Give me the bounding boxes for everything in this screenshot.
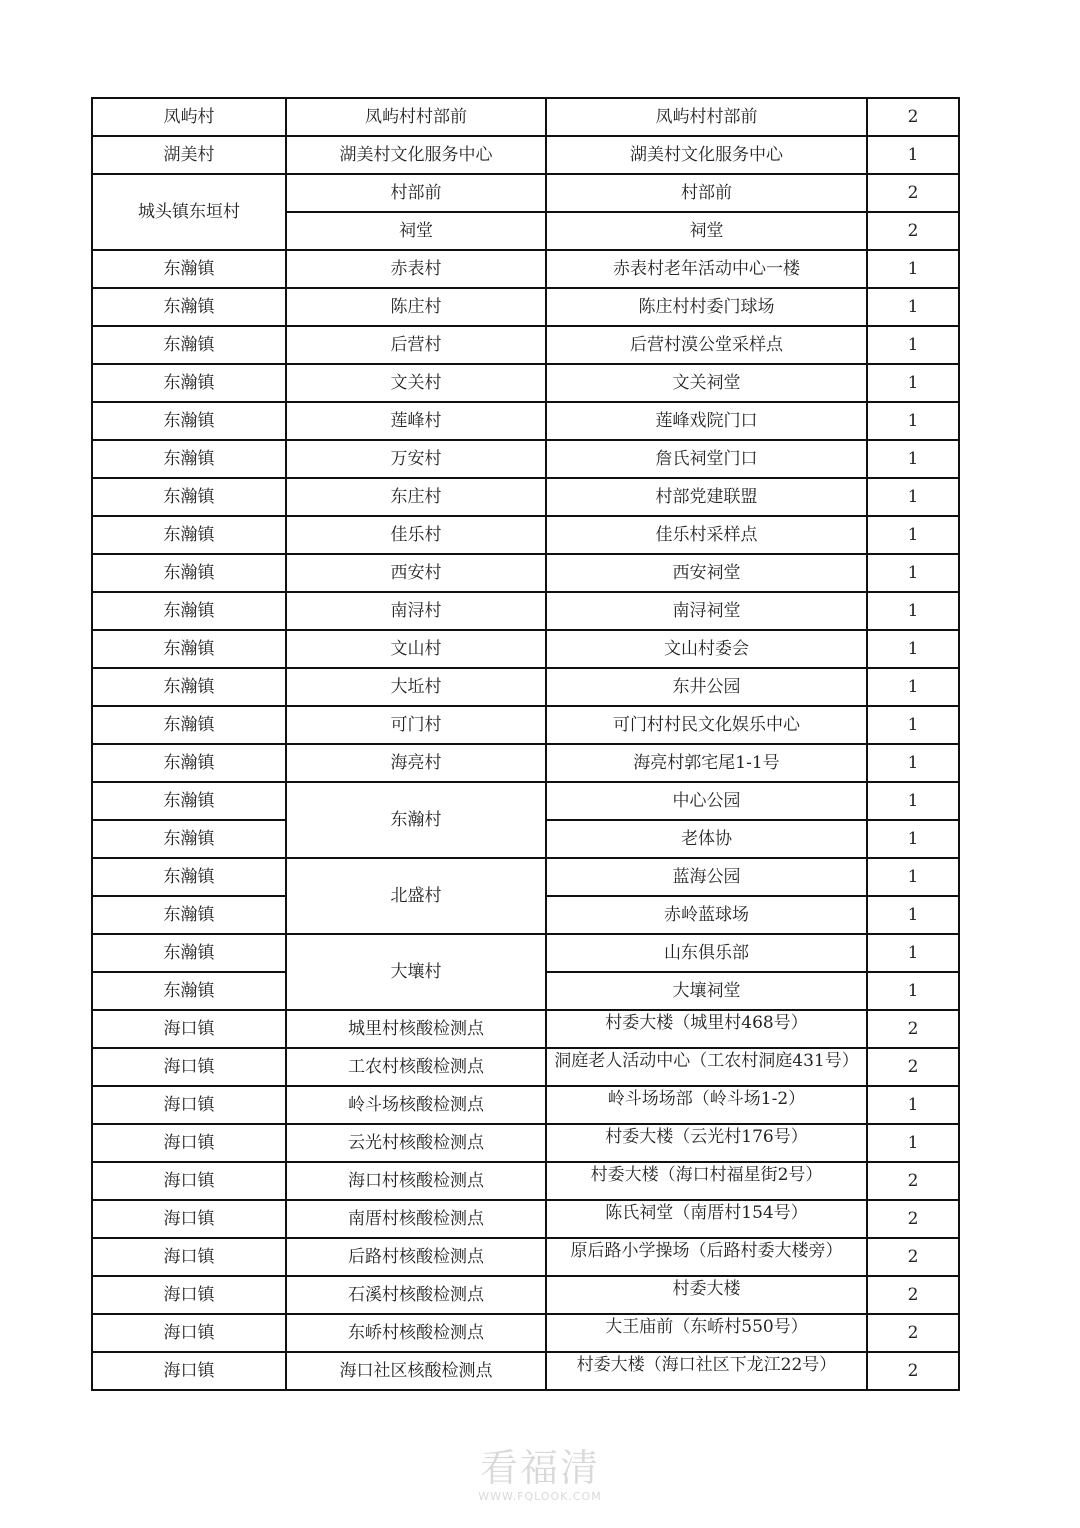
- site-cell: 东井公园: [546, 668, 867, 706]
- site-cell: 原后路小学操场（后路村委大楼旁）: [546, 1238, 867, 1276]
- table-row: [92, 288, 959, 326]
- count-cell: 1: [867, 972, 959, 1010]
- watermark: [470, 1446, 610, 1504]
- town-cell: 东瀚镇: [92, 630, 286, 668]
- village-cell: 石溪村核酸检测点: [286, 1276, 546, 1314]
- table-row: [92, 136, 959, 174]
- count-cell: 1: [867, 896, 959, 934]
- site-cell: 山东俱乐部: [546, 934, 867, 972]
- site-cell: 莲峰戏院门口: [546, 402, 867, 440]
- table-row: [92, 402, 959, 440]
- site-cell: 中心公园: [546, 782, 867, 820]
- count-cell: 2: [867, 1352, 959, 1390]
- village-cell: 后路村核酸检测点: [286, 1238, 546, 1276]
- town-cell: 海口镇: [92, 1010, 286, 1048]
- town-cell: 海口镇: [92, 1124, 286, 1162]
- village-cell: 万安村: [286, 440, 546, 478]
- site-cell: 凤屿村村部前: [546, 98, 867, 136]
- site-cell: 祠堂: [546, 212, 867, 250]
- village-cell: 湖美村文化服务中心: [286, 136, 546, 174]
- town-cell: 东瀚镇: [92, 592, 286, 630]
- count-cell: 2: [867, 1238, 959, 1276]
- site-cell: 文关祠堂: [546, 364, 867, 402]
- site-cell: 陈氏祠堂（南厝村154号）: [546, 1200, 867, 1238]
- village-cell: 大壤村: [286, 934, 546, 1010]
- count-cell: 1: [867, 1086, 959, 1124]
- town-cell: 东瀚镇: [92, 782, 286, 820]
- village-cell: 佳乐村: [286, 516, 546, 554]
- town-cell: 东瀚镇: [92, 440, 286, 478]
- site-cell: 佳乐村采样点: [546, 516, 867, 554]
- count-cell: 2: [867, 98, 959, 136]
- town-cell: 海口镇: [92, 1200, 286, 1238]
- sampling-sites-table: [91, 97, 960, 1391]
- town-cell: 东瀚镇: [92, 250, 286, 288]
- table-row: [92, 1314, 959, 1352]
- village-cell: 南厝村核酸检测点: [286, 1200, 546, 1238]
- table-row: [92, 706, 959, 744]
- count-cell: 2: [867, 174, 959, 212]
- town-cell: 东瀚镇: [92, 934, 286, 972]
- table-row: [92, 630, 959, 668]
- village-cell: 凤屿村村部前: [286, 98, 546, 136]
- town-cell: 东瀚镇: [92, 364, 286, 402]
- village-cell: 莲峰村: [286, 402, 546, 440]
- count-cell: 2: [867, 1162, 959, 1200]
- site-cell: 詹氏祠堂门口: [546, 440, 867, 478]
- site-cell: 老体协: [546, 820, 867, 858]
- site-cell: 西安祠堂: [546, 554, 867, 592]
- village-cell: 祠堂: [286, 212, 546, 250]
- count-cell: 1: [867, 402, 959, 440]
- count-cell: 1: [867, 250, 959, 288]
- count-cell: 1: [867, 516, 959, 554]
- town-cell: 海口镇: [92, 1276, 286, 1314]
- village-cell: 东瀚村: [286, 782, 546, 858]
- table-row: [92, 554, 959, 592]
- site-cell: 文山村委会: [546, 630, 867, 668]
- town-cell: 东瀚镇: [92, 402, 286, 440]
- village-cell: 村部前: [286, 174, 546, 212]
- count-cell: 1: [867, 782, 959, 820]
- count-cell: 1: [867, 744, 959, 782]
- site-cell: 村部党建联盟: [546, 478, 867, 516]
- town-cell: 东瀚镇: [92, 896, 286, 934]
- village-cell: 海口村核酸检测点: [286, 1162, 546, 1200]
- watermark-logo-text: 看福清: [479, 1446, 600, 1490]
- count-cell: 1: [867, 326, 959, 364]
- village-cell: 北盛村: [286, 858, 546, 934]
- site-cell: 蓝海公园: [546, 858, 867, 896]
- village-cell: 东峤村核酸检测点: [286, 1314, 546, 1352]
- town-cell: 东瀚镇: [92, 288, 286, 326]
- town-cell: 海口镇: [92, 1162, 286, 1200]
- site-cell: 大壤祠堂: [546, 972, 867, 1010]
- site-cell: 洞庭老人活动中心（工农村洞庭431号）: [546, 1048, 867, 1086]
- town-cell: 湖美村: [92, 136, 286, 174]
- count-cell: 1: [867, 706, 959, 744]
- village-cell: 后营村: [286, 326, 546, 364]
- table-row: [92, 1162, 959, 1200]
- table-row: [92, 1238, 959, 1276]
- village-cell: 岭斗场核酸检测点: [286, 1086, 546, 1124]
- count-cell: 1: [867, 478, 959, 516]
- count-cell: 1: [867, 858, 959, 896]
- village-cell: 文山村: [286, 630, 546, 668]
- table-row: [92, 934, 959, 972]
- table-row: [92, 744, 959, 782]
- count-cell: 1: [867, 820, 959, 858]
- village-cell: 云光村核酸检测点: [286, 1124, 546, 1162]
- town-cell: 凤屿村: [92, 98, 286, 136]
- site-cell: 村委大楼（海口社区下龙江22号）: [546, 1352, 867, 1390]
- town-cell: 海口镇: [92, 1048, 286, 1086]
- table-row: [92, 1086, 959, 1124]
- count-cell: 2: [867, 212, 959, 250]
- site-cell: 大王庙前（东峤村550号）: [546, 1314, 867, 1352]
- table-row: [92, 1010, 959, 1048]
- site-cell: 岭斗场场部（岭斗场1-2）: [546, 1086, 867, 1124]
- site-cell: 村委大楼: [546, 1276, 867, 1314]
- count-cell: 1: [867, 288, 959, 326]
- count-cell: 1: [867, 630, 959, 668]
- village-cell: 可门村: [286, 706, 546, 744]
- table-row: [92, 1124, 959, 1162]
- town-cell: 东瀚镇: [92, 706, 286, 744]
- watermark-url: WWW.FQLOOK.COM: [478, 1490, 602, 1503]
- count-cell: 1: [867, 668, 959, 706]
- table-row: [92, 1048, 959, 1086]
- town-cell: 东瀚镇: [92, 478, 286, 516]
- town-cell: 东瀚镇: [92, 820, 286, 858]
- town-cell: 东瀚镇: [92, 668, 286, 706]
- count-cell: 2: [867, 1048, 959, 1086]
- village-cell: 海亮村: [286, 744, 546, 782]
- site-cell: 湖美村文化服务中心: [546, 136, 867, 174]
- count-cell: 2: [867, 1276, 959, 1314]
- table-row: [92, 1200, 959, 1238]
- town-cell: 海口镇: [92, 1314, 286, 1352]
- site-cell: 村委大楼（城里村468号）: [546, 1010, 867, 1048]
- site-cell: 海亮村郭宅尾1-1号: [546, 744, 867, 782]
- village-cell: 赤表村: [286, 250, 546, 288]
- town-cell: 东瀚镇: [92, 744, 286, 782]
- village-cell: 陈庄村: [286, 288, 546, 326]
- site-cell: 后营村漠公堂采样点: [546, 326, 867, 364]
- count-cell: 1: [867, 554, 959, 592]
- site-cell: 可门村村民文化娱乐中心: [546, 706, 867, 744]
- count-cell: 2: [867, 1200, 959, 1238]
- count-cell: 1: [867, 136, 959, 174]
- village-cell: 大坵村: [286, 668, 546, 706]
- table-row: [92, 326, 959, 364]
- table-body: [92, 98, 959, 1390]
- table-row: [92, 592, 959, 630]
- town-cell: 海口镇: [92, 1238, 286, 1276]
- table-row: [92, 174, 959, 212]
- table-row: [92, 1276, 959, 1314]
- village-cell: 城里村核酸检测点: [286, 1010, 546, 1048]
- town-cell: 东瀚镇: [92, 326, 286, 364]
- table-row: [92, 782, 959, 820]
- site-cell: 赤表村老年活动中心一楼: [546, 250, 867, 288]
- village-cell: 东庄村: [286, 478, 546, 516]
- table-row: [92, 516, 959, 554]
- village-cell: 南浔村: [286, 592, 546, 630]
- count-cell: 2: [867, 1314, 959, 1352]
- table-row: [92, 250, 959, 288]
- town-cell: 东瀚镇: [92, 516, 286, 554]
- town-cell: 海口镇: [92, 1352, 286, 1390]
- site-cell: 村部前: [546, 174, 867, 212]
- site-cell: 赤岭蓝球场: [546, 896, 867, 934]
- town-cell: 东瀚镇: [92, 858, 286, 896]
- table-row: [92, 858, 959, 896]
- table-row: [92, 1352, 959, 1390]
- village-cell: 工农村核酸检测点: [286, 1048, 546, 1086]
- table-row: [92, 364, 959, 402]
- town-cell: 海口镇: [92, 1086, 286, 1124]
- count-cell: 1: [867, 440, 959, 478]
- site-cell: 南浔祠堂: [546, 592, 867, 630]
- count-cell: 2: [867, 1010, 959, 1048]
- table-row: [92, 440, 959, 478]
- count-cell: 1: [867, 592, 959, 630]
- village-cell: 文关村: [286, 364, 546, 402]
- table-row: [92, 478, 959, 516]
- site-cell: 陈庄村村委门球场: [546, 288, 867, 326]
- town-cell: 东瀚镇: [92, 972, 286, 1010]
- village-cell: 海口社区核酸检测点: [286, 1352, 546, 1390]
- count-cell: 1: [867, 1124, 959, 1162]
- count-cell: 1: [867, 934, 959, 972]
- village-cell: 西安村: [286, 554, 546, 592]
- site-cell: 村委大楼（海口村福星街2号）: [546, 1162, 867, 1200]
- count-cell: 1: [867, 364, 959, 402]
- table-row: [92, 668, 959, 706]
- town-cell: 东瀚镇: [92, 554, 286, 592]
- site-cell: 村委大楼（云光村176号）: [546, 1124, 867, 1162]
- table-row: [92, 98, 959, 136]
- town-cell: 城头镇东垣村: [92, 174, 286, 250]
